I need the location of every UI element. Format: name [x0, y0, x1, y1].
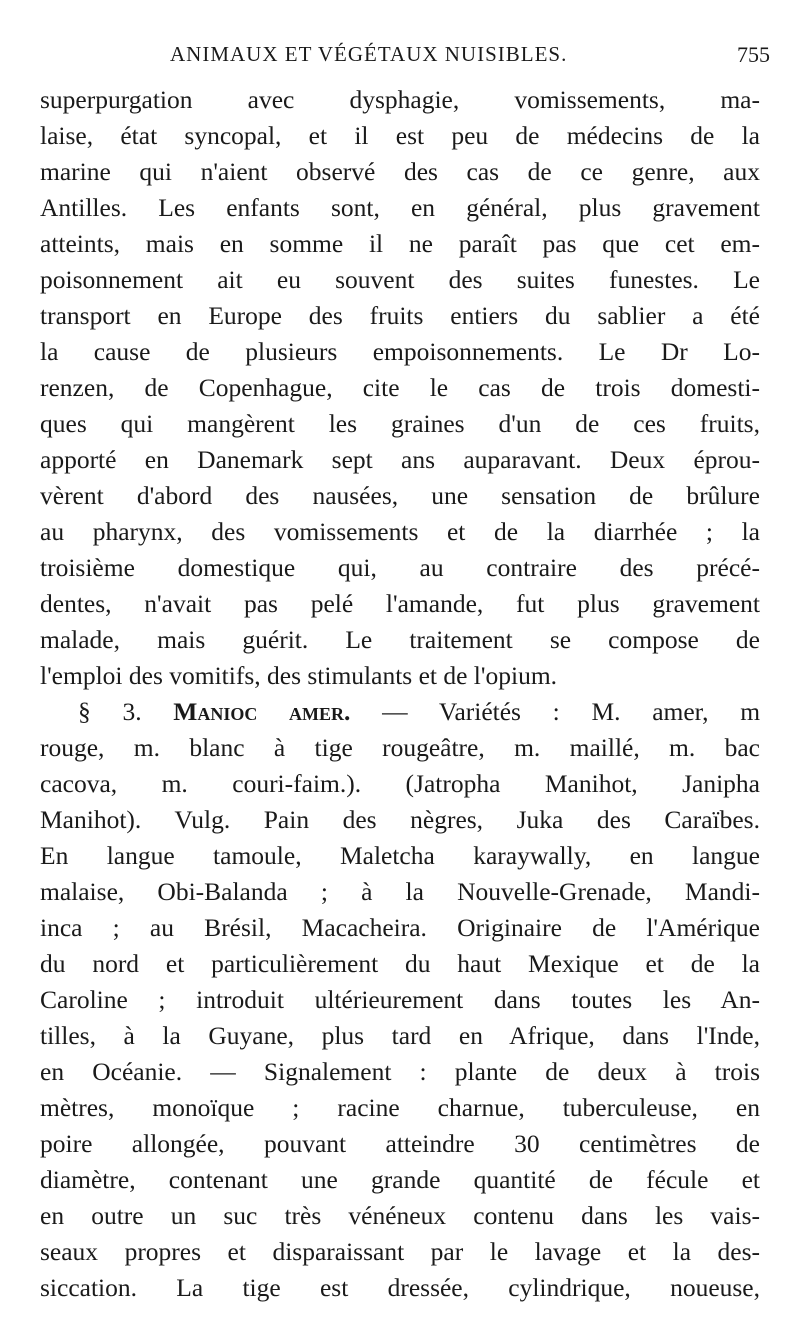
text-line: du nord et particulièrement du haut Mexique et de la — [40, 949, 760, 978]
text-line: marine qui n'aient observé des cas de ce genre, aux — [40, 157, 760, 186]
text-line: siccation. La tige est dressée, cylindrique, noueuse, — [40, 1273, 760, 1302]
section-title: Manioc amer. — [173, 697, 351, 726]
text-line: malade, mais guérit. Le traitement se compose de — [40, 625, 760, 654]
text-line: tilles, à la Guyane, plus tard en Afrique, dans l'Inde, — [40, 1021, 760, 1050]
text-line: laise, état syncopal, et il est peu de médecins de la — [40, 121, 760, 150]
page-number: 755 — [737, 42, 770, 67]
text-line: cacova, m. couri-faim.). (Jatropha Manihot, Janipha — [40, 769, 760, 798]
text-line: troisième domestique qui, au contraire des précé- — [40, 553, 760, 582]
page-header — [40, 38, 770, 72]
text-line: En langue tamoule, Maletcha karaywally, en langue — [40, 841, 760, 870]
text-line: Caroline ; introduit ultérieurement dans toutes les An- — [40, 985, 760, 1014]
section-number: § 3. — [78, 697, 142, 726]
text-line: inca ; au Brésil, Macacheira. Originaire de l'Amérique — [40, 913, 760, 942]
text-line: transport en Europe des fruits entiers du sablier a été — [40, 301, 760, 330]
text-line: vèrent d'abord des nausées, une sensation de brûlure — [40, 481, 760, 510]
text-line: la cause de plusieurs empoisonnements. Le Dr Lo- — [40, 337, 760, 366]
text-line: dentes, n'avait pas pelé l'amande, fut plus gravement — [40, 589, 760, 618]
text-line: superpurgation avec dysphagie, vomissements, ma- — [40, 85, 760, 114]
body-text — [40, 82, 760, 1306]
section-heading-line — [40, 694, 760, 730]
text-line: en outre un suc très vénéneux contenu dans les vais- — [40, 1201, 760, 1230]
text-line: Manihot). Vulg. Pain des nègres, Juka des Caraïbes. — [40, 805, 760, 834]
text-line: seaux propres et disparaissant par le lavage et la des- — [40, 1237, 760, 1266]
text-line: atteints, mais en somme il ne paraît pas que cet em- — [40, 229, 760, 258]
text-line: diamètre, contenant une grande quantité de fécule et — [40, 1165, 760, 1194]
text-line: poire allongée, pouvant atteindre 30 centimètres de — [40, 1129, 760, 1158]
text-line: apporté en Danemark sept ans auparavant. Deux éprou- — [40, 445, 760, 474]
text-line: malaise, Obi-Balanda ; à la Nouvelle-Grenade, Mandi- — [40, 877, 760, 906]
running-title: ANIMAUX ET VÉGÉTAUX NUISIBLES. — [170, 42, 568, 66]
text-line: au pharynx, des vomissements et de la diarrhée ; la — [40, 517, 760, 546]
text-line: l'emploi des vomitifs, des stimulants et de l'opium. — [40, 661, 558, 690]
text-line: ques qui mangèrent les graines d'un de ces fruits, — [40, 409, 760, 438]
text-line: en Océanie. — Signalement : plante de deux à trois — [40, 1057, 760, 1086]
text-line: Antilles. Les enfants sont, en général, plus gravement — [40, 193, 760, 222]
text-line: mètres, monoïque ; racine charnue, tuberculeuse, en — [40, 1093, 760, 1122]
section-line-text: — Variétés : M. amer, m — [382, 697, 761, 726]
text-line: rouge, m. blanc à tige rougeâtre, m. maillé, m. bac — [40, 733, 760, 762]
text-line: poisonnement ait eu souvent des suites funestes. Le — [40, 265, 760, 294]
text-line: renzen, de Copenhague, cite le cas de trois domesti- — [40, 373, 760, 402]
